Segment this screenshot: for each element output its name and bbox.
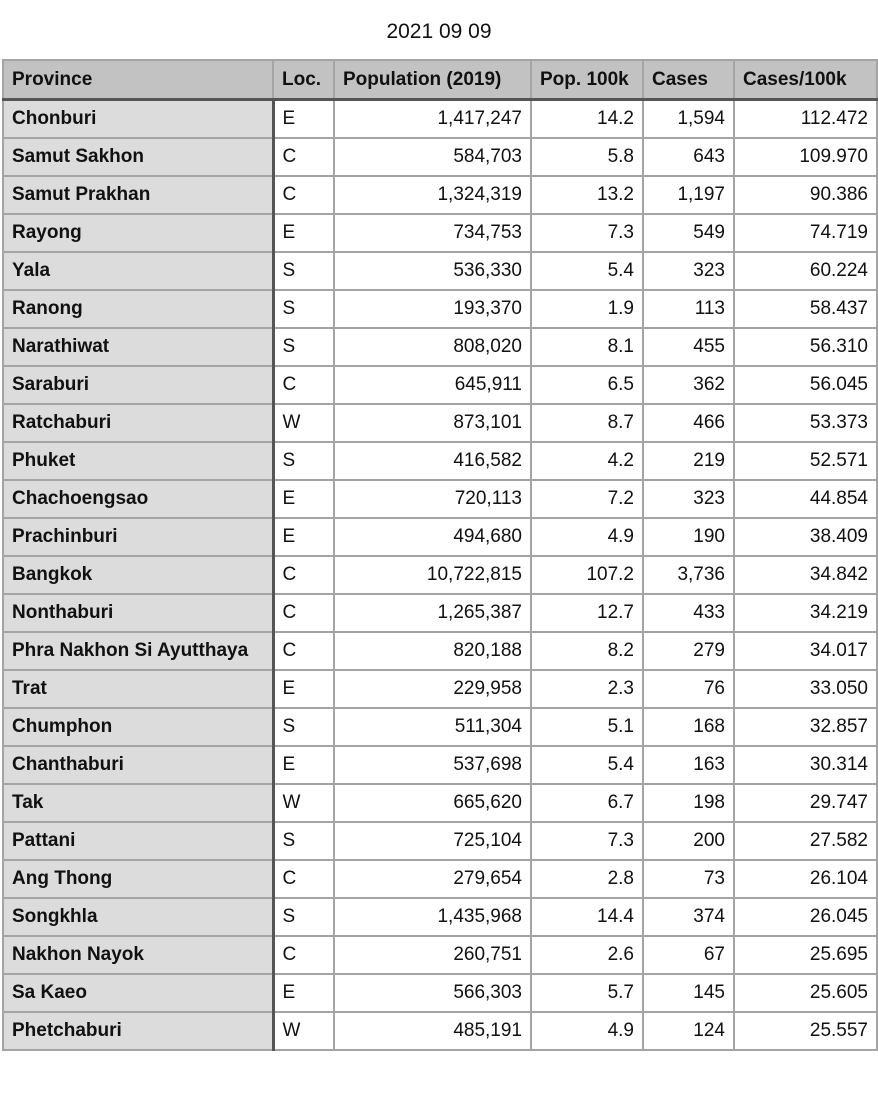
column-header-pop-100k: Pop. 100k — [531, 60, 643, 100]
cell-pop-100k: 4.9 — [531, 1012, 643, 1050]
table-row — [3, 708, 877, 746]
cell-cases-per-100k: 109.970 — [734, 138, 877, 176]
cell-location: S — [273, 442, 334, 480]
cell-cases: 124 — [643, 1012, 734, 1050]
table-row — [3, 594, 877, 632]
table-row — [3, 556, 877, 594]
cell-cases-per-100k: 33.050 — [734, 670, 877, 708]
cell-province: Bangkok — [3, 556, 273, 594]
cell-cases: 1,594 — [643, 100, 734, 139]
cell-cases: 455 — [643, 328, 734, 366]
cell-cases-per-100k: 34.842 — [734, 556, 877, 594]
cell-cases-per-100k: 56.045 — [734, 366, 877, 404]
cell-population: 725,104 — [334, 822, 531, 860]
cell-pop-100k: 5.8 — [531, 138, 643, 176]
column-header-location: Loc. — [273, 60, 334, 100]
cell-pop-100k: 2.8 — [531, 860, 643, 898]
table-row — [3, 366, 877, 404]
cell-population: 584,703 — [334, 138, 531, 176]
header-row — [3, 60, 877, 100]
column-header-province: Province — [3, 60, 273, 100]
cell-province: Pattani — [3, 822, 273, 860]
table-row — [3, 290, 877, 328]
cell-province: Tak — [3, 784, 273, 822]
cell-cases: 219 — [643, 442, 734, 480]
cell-population: 1,265,387 — [334, 594, 531, 632]
cell-pop-100k: 5.4 — [531, 746, 643, 784]
cell-province: Phetchaburi — [3, 1012, 273, 1050]
cell-location: C — [273, 594, 334, 632]
cell-pop-100k: 2.6 — [531, 936, 643, 974]
cell-location: E — [273, 100, 334, 139]
cell-population: 720,113 — [334, 480, 531, 518]
table-row — [3, 746, 877, 784]
cell-location: S — [273, 290, 334, 328]
column-header-cases: Cases — [643, 60, 734, 100]
cell-cases-per-100k: 25.605 — [734, 974, 877, 1012]
cell-cases: 323 — [643, 480, 734, 518]
cell-province: Songkhla — [3, 898, 273, 936]
table-title: 2021 09 09 — [386, 20, 492, 43]
cell-population: 485,191 — [334, 1012, 531, 1050]
cell-cases: 163 — [643, 746, 734, 784]
table-row — [3, 480, 877, 518]
cell-location: E — [273, 974, 334, 1012]
cell-pop-100k: 7.3 — [531, 822, 643, 860]
cell-pop-100k: 8.7 — [531, 404, 643, 442]
cell-cases-per-100k: 34.017 — [734, 632, 877, 670]
cell-cases-per-100k: 56.310 — [734, 328, 877, 366]
cell-province: Nakhon Nayok — [3, 936, 273, 974]
cell-province: Ranong — [3, 290, 273, 328]
cell-province: Narathiwat — [3, 328, 273, 366]
table-row — [3, 936, 877, 974]
cell-population: 665,620 — [334, 784, 531, 822]
cell-cases-per-100k: 58.437 — [734, 290, 877, 328]
cell-location: E — [273, 214, 334, 252]
cell-pop-100k: 7.3 — [531, 214, 643, 252]
cell-pop-100k: 4.9 — [531, 518, 643, 556]
cell-population: 873,101 — [334, 404, 531, 442]
cell-cases: 168 — [643, 708, 734, 746]
cell-population: 193,370 — [334, 290, 531, 328]
cell-location: S — [273, 708, 334, 746]
table-row — [3, 100, 877, 139]
cell-cases: 198 — [643, 784, 734, 822]
cell-province: Sa Kaeo — [3, 974, 273, 1012]
cell-cases-per-100k: 29.747 — [734, 784, 877, 822]
cell-population: 1,324,319 — [334, 176, 531, 214]
cell-population: 1,435,968 — [334, 898, 531, 936]
cell-pop-100k: 6.7 — [531, 784, 643, 822]
cell-province: Prachinburi — [3, 518, 273, 556]
cell-location: S — [273, 822, 334, 860]
cell-location: C — [273, 556, 334, 594]
cell-pop-100k: 4.2 — [531, 442, 643, 480]
cell-pop-100k: 14.4 — [531, 898, 643, 936]
cell-population: 734,753 — [334, 214, 531, 252]
cell-population: 1,417,247 — [334, 100, 531, 139]
cell-cases: 374 — [643, 898, 734, 936]
cell-pop-100k: 5.4 — [531, 252, 643, 290]
province-cases-table — [2, 59, 878, 1051]
cell-location: C — [273, 138, 334, 176]
table-row — [3, 1012, 877, 1050]
cell-cases: 323 — [643, 252, 734, 290]
column-header-population: Population (2019) — [334, 60, 531, 100]
cell-cases-per-100k: 52.571 — [734, 442, 877, 480]
cell-cases: 190 — [643, 518, 734, 556]
cell-population: 416,582 — [334, 442, 531, 480]
cell-province: Chumphon — [3, 708, 273, 746]
cell-location: C — [273, 632, 334, 670]
cell-pop-100k: 12.7 — [531, 594, 643, 632]
cell-population: 537,698 — [334, 746, 531, 784]
cell-cases-per-100k: 60.224 — [734, 252, 877, 290]
cell-location: C — [273, 176, 334, 214]
cell-pop-100k: 107.2 — [531, 556, 643, 594]
table-row — [3, 898, 877, 936]
cell-province: Trat — [3, 670, 273, 708]
table-row — [3, 442, 877, 480]
cell-cases: 1,197 — [643, 176, 734, 214]
table-row — [3, 822, 877, 860]
cell-cases: 76 — [643, 670, 734, 708]
cell-cases: 67 — [643, 936, 734, 974]
cell-pop-100k: 8.1 — [531, 328, 643, 366]
cell-cases-per-100k: 38.409 — [734, 518, 877, 556]
cell-cases: 73 — [643, 860, 734, 898]
cell-population: 808,020 — [334, 328, 531, 366]
cell-population: 260,751 — [334, 936, 531, 974]
table-row — [3, 974, 877, 1012]
cell-cases: 200 — [643, 822, 734, 860]
cell-cases-per-100k: 53.373 — [734, 404, 877, 442]
cell-pop-100k: 2.3 — [531, 670, 643, 708]
cell-province: Ang Thong — [3, 860, 273, 898]
cell-population: 511,304 — [334, 708, 531, 746]
cell-cases: 3,736 — [643, 556, 734, 594]
cell-population: 494,680 — [334, 518, 531, 556]
cell-province: Ratchaburi — [3, 404, 273, 442]
cell-pop-100k: 5.7 — [531, 974, 643, 1012]
cell-cases-per-100k: 27.582 — [734, 822, 877, 860]
cell-province: Yala — [3, 252, 273, 290]
cell-population: 820,188 — [334, 632, 531, 670]
cell-cases-per-100k: 90.386 — [734, 176, 877, 214]
cell-location: S — [273, 328, 334, 366]
cell-pop-100k: 13.2 — [531, 176, 643, 214]
cell-cases-per-100k: 112.472 — [734, 100, 877, 139]
table-row — [3, 252, 877, 290]
cell-location: S — [273, 252, 334, 290]
cell-location: W — [273, 404, 334, 442]
cell-cases-per-100k: 30.314 — [734, 746, 877, 784]
cell-cases: 549 — [643, 214, 734, 252]
cell-province: Rayong — [3, 214, 273, 252]
cell-location: E — [273, 518, 334, 556]
cell-province: Samut Sakhon — [3, 138, 273, 176]
table-row — [3, 138, 877, 176]
cell-cases-per-100k: 26.104 — [734, 860, 877, 898]
cell-province: Chonburi — [3, 100, 273, 139]
cell-cases-per-100k: 32.857 — [734, 708, 877, 746]
cell-pop-100k: 5.1 — [531, 708, 643, 746]
cell-cases: 279 — [643, 632, 734, 670]
cell-cases-per-100k: 34.219 — [734, 594, 877, 632]
cell-cases-per-100k: 25.557 — [734, 1012, 877, 1050]
cell-pop-100k: 8.2 — [531, 632, 643, 670]
cell-cases-per-100k: 26.045 — [734, 898, 877, 936]
cell-location: C — [273, 860, 334, 898]
cell-cases-per-100k: 74.719 — [734, 214, 877, 252]
cell-cases: 433 — [643, 594, 734, 632]
cell-province: Phuket — [3, 442, 273, 480]
cell-population: 645,911 — [334, 366, 531, 404]
cell-location: W — [273, 1012, 334, 1050]
cell-cases: 145 — [643, 974, 734, 1012]
cell-location: E — [273, 480, 334, 518]
table-row — [3, 328, 877, 366]
cell-cases: 466 — [643, 404, 734, 442]
cell-cases-per-100k: 44.854 — [734, 480, 877, 518]
table-row — [3, 404, 877, 442]
cell-province: Nonthaburi — [3, 594, 273, 632]
table-row — [3, 214, 877, 252]
cell-province: Chanthaburi — [3, 746, 273, 784]
cell-pop-100k: 6.5 — [531, 366, 643, 404]
cell-pop-100k: 7.2 — [531, 480, 643, 518]
cell-cases: 113 — [643, 290, 734, 328]
table-row — [3, 518, 877, 556]
table-row — [3, 860, 877, 898]
table-row — [3, 176, 877, 214]
cell-province: Samut Prakhan — [3, 176, 273, 214]
cell-province: Phra Nakhon Si Ayutthaya — [3, 632, 273, 670]
cell-location: C — [273, 936, 334, 974]
cell-province: Saraburi — [3, 366, 273, 404]
table-row — [3, 784, 877, 822]
cell-pop-100k: 1.9 — [531, 290, 643, 328]
cell-province: Chachoengsao — [3, 480, 273, 518]
cell-location: S — [273, 898, 334, 936]
cell-location: W — [273, 784, 334, 822]
cell-population: 566,303 — [334, 974, 531, 1012]
cell-location: E — [273, 670, 334, 708]
table-row — [3, 670, 877, 708]
cell-cases-per-100k: 25.695 — [734, 936, 877, 974]
cell-location: C — [273, 366, 334, 404]
cell-population: 10,722,815 — [334, 556, 531, 594]
cell-location: E — [273, 746, 334, 784]
cell-pop-100k: 14.2 — [531, 100, 643, 139]
column-header-cases-per-100k: Cases/100k — [734, 60, 877, 100]
cell-cases: 643 — [643, 138, 734, 176]
cell-population: 229,958 — [334, 670, 531, 708]
table-row — [3, 632, 877, 670]
cell-cases: 362 — [643, 366, 734, 404]
cell-population: 279,654 — [334, 860, 531, 898]
cell-population: 536,330 — [334, 252, 531, 290]
